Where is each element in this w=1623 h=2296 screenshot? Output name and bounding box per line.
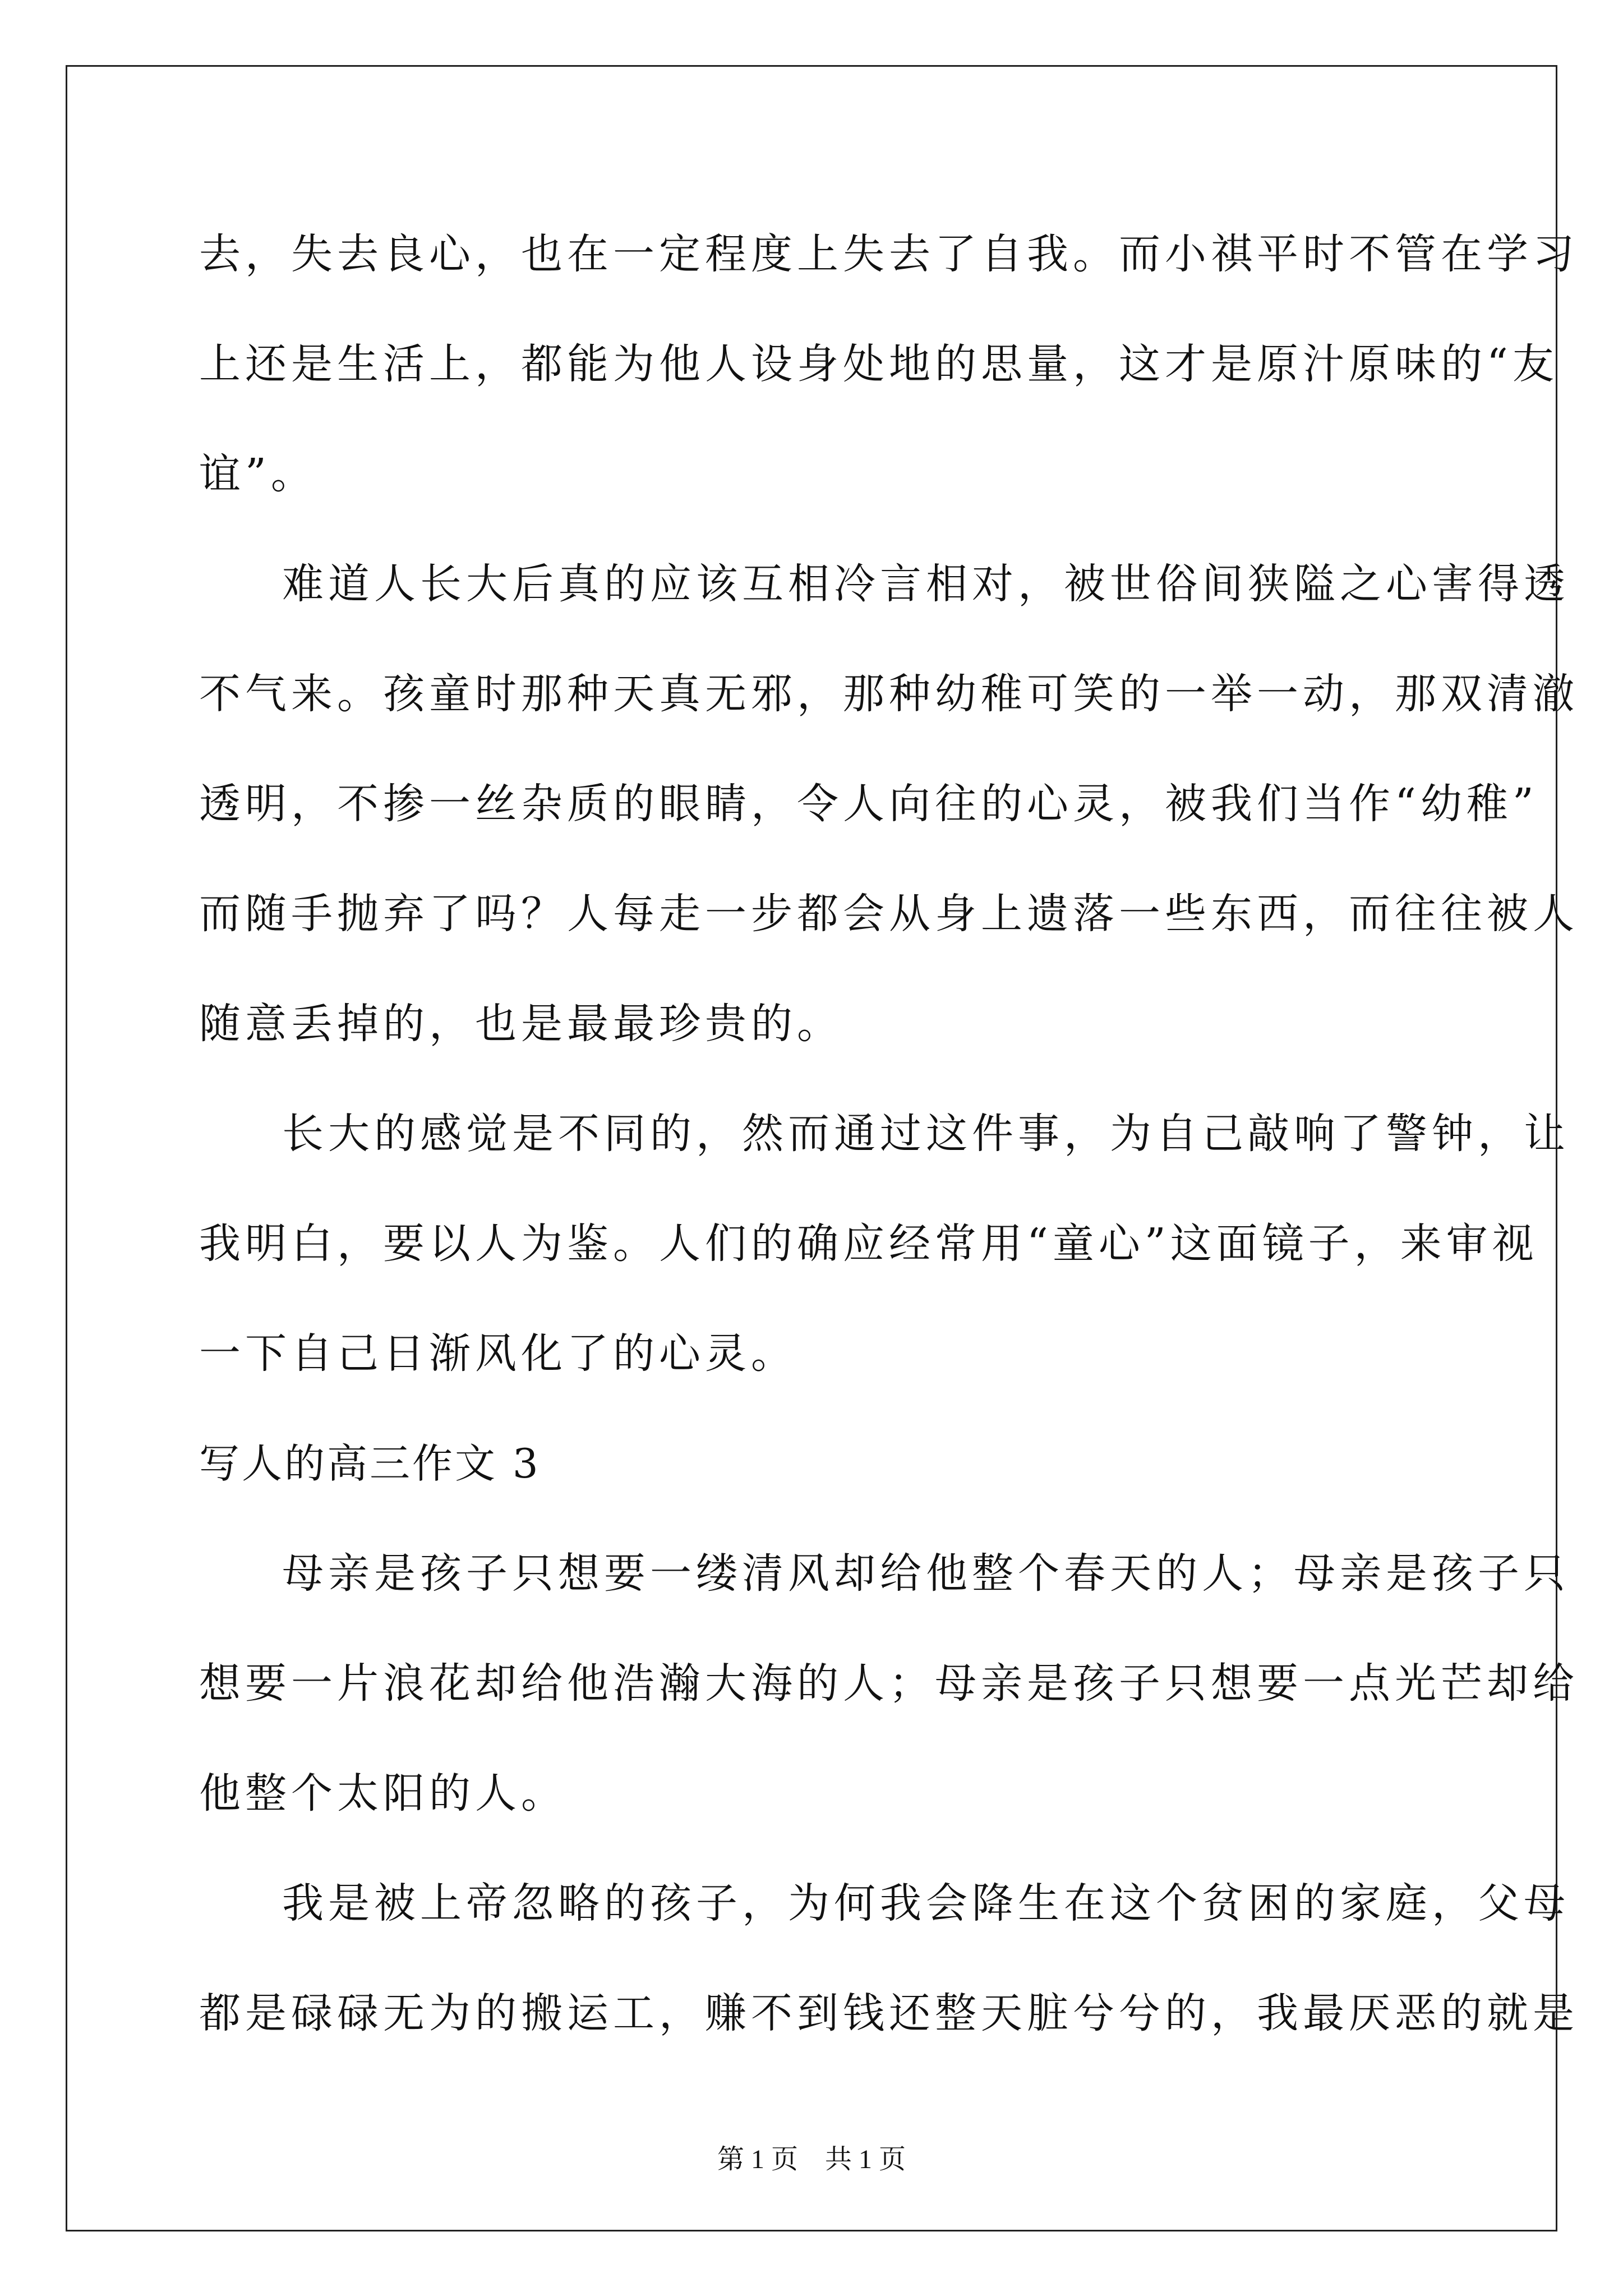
text-line: 都是碌碌无为的搬运工，赚不到钱还整天脏兮兮的，我最厌恶的就是 bbox=[199, 1989, 1579, 2037]
text-line: 随意丢掉的，也是最最珍贵的。 bbox=[199, 1000, 843, 1048]
text-line: 而随手抛弃了吗？人每走一步都会从身上遗落一些东西，而往往被人 bbox=[199, 890, 1579, 938]
document-body bbox=[199, 199, 1579, 2068]
text-line: 我明白，要以人为鉴。人们的确应经常用“童心”这面镜子，来审视 bbox=[199, 1220, 1538, 1268]
text-line: 不气来。孩童时那种天真无邪，那种幼稚可笑的一举一动，那双清澈 bbox=[199, 670, 1579, 718]
paragraph-first-line: 我是被上帝忽略的孩子，为何我会降生在这个贫困的家庭，父母 bbox=[282, 1879, 1570, 1927]
text-line: 透明，不掺一丝杂质的眼睛，令人向往的心灵，被我们当作“幼稚” bbox=[199, 780, 1538, 828]
paragraph-first-line: 母亲是孩子只想要一缕清风却给他整个春天的人；母亲是孩子只 bbox=[282, 1549, 1570, 1598]
paragraph-first-line: 长大的感觉是不同的，然而通过这件事，为自己敲响了警钟，让 bbox=[282, 1110, 1570, 1158]
text-line: 谊”。 bbox=[199, 450, 317, 498]
page-number-footer: 第 1 页 共 1 页 bbox=[717, 2145, 906, 2174]
text-line: 上还是生活上，都能为他人设身处地的思量，这才是原汁原味的“友 bbox=[199, 340, 1559, 388]
text-line: 想要一片浪花却给他浩瀚大海的人；母亲是孩子只想要一点光芒却给 bbox=[199, 1659, 1579, 1708]
text-line: 一下自己日渐风化了的心灵。 bbox=[199, 1329, 797, 1378]
text-line: 去，失去良心，也在一定程度上失去了自我。而小祺平时不管在学习 bbox=[199, 230, 1579, 278]
text-line: 他整个太阳的人。 bbox=[199, 1769, 567, 1818]
section-heading: 写人的高三作文 3 bbox=[199, 1440, 541, 1487]
paragraph-first-line: 难道人长大后真的应该互相冷言相对，被世俗间狭隘之心害得透 bbox=[282, 560, 1570, 608]
